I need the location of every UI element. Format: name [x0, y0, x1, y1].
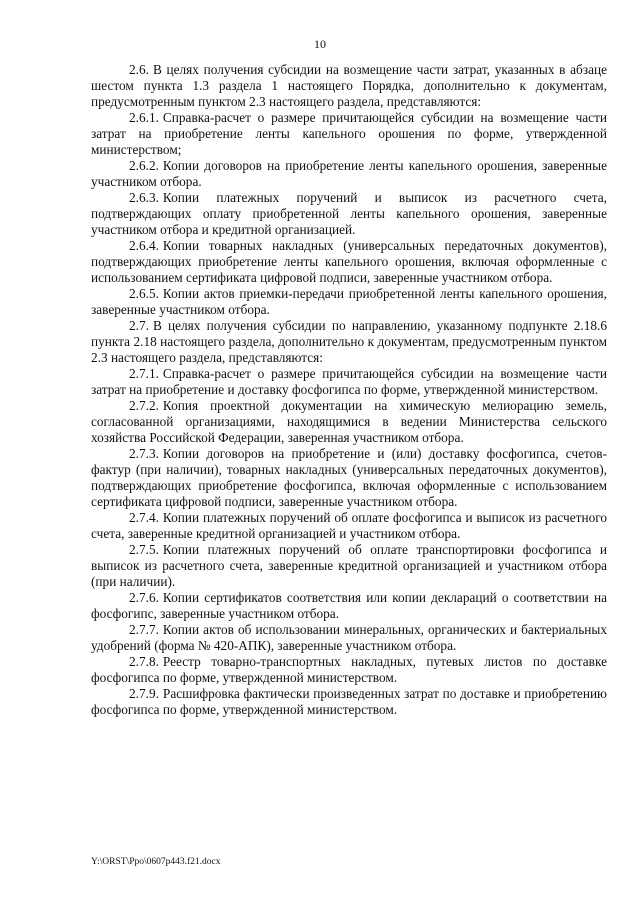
paragraph-text: Копии договоров на приобретение и (или) доставку фосфогипса, счетов-фактур (при наличии), товарных накладных (универсальных передаточных документов), подтверждающих приобретение фосфогипса, включая оформленные с использованием сертификата цифровой подписи, заверенные участником отбора.: [91, 446, 607, 509]
paragraph-text: Копии сертификатов соответствия или копии деклараций о соответствии на фосфогипс, заверенные участником отбора.: [91, 590, 607, 621]
paragraph-text: Копия проектной документации на химическую мелиорацию земель, согласованной организациями, находящимися в ведении Министерства сельского хозяйства Российской Федерации, заверенная участником отбора.: [91, 398, 607, 445]
paragraph-number: 2.7.9.: [129, 686, 159, 701]
paragraph-number: 2.6.1.: [129, 110, 159, 125]
paragraph-number: 2.7.6.: [129, 590, 159, 605]
paragraph-2-7-1: [91, 366, 607, 398]
paragraph-2-6-1: [91, 110, 607, 158]
paragraph-2-7-9: [91, 686, 607, 718]
footer-file-path: Y:\ORST\Ppo\0607p443.f21.docx: [91, 857, 221, 867]
paragraph-text: Реестр товарно-транспортных накладных, путевых листов по доставке фосфогипса по форме, утвержденной министерством.: [91, 654, 607, 685]
paragraph-number: 2.6.4.: [129, 238, 159, 253]
paragraph-number: 2.6.5.: [129, 286, 159, 301]
paragraph-2-7-5: [91, 542, 607, 590]
paragraph-number: 2.7.1.: [129, 366, 159, 381]
paragraph-2-6-4: [91, 238, 607, 286]
paragraph-2-6: [91, 62, 607, 110]
paragraph-2-7-2: [91, 398, 607, 446]
paragraph-2-7-7: [91, 622, 607, 654]
paragraph-text: Копии актов приемки-передачи приобретенной ленты капельного орошения, заверенные участником отбора.: [91, 286, 607, 317]
paragraph-2-6-5: [91, 286, 607, 318]
paragraph-text: Расшифровка фактически произведенных затрат по доставке и приобретению фосфогипса по форме, утвержденной министерством.: [91, 686, 607, 717]
paragraph-2-6-3: [91, 190, 607, 238]
paragraph-2-6-2: [91, 158, 607, 190]
paragraph-text: В целях получения субсидии на возмещение части затрат, указанных в абзаце шестом пункта 1.3 раздела 1 настоящего Порядка, дополнительно к документам, предусмотренным пунктом 2.3 настоящего раздела, представляются:: [91, 62, 607, 109]
paragraph-2-7-8: [91, 654, 607, 686]
paragraph-number: 2.7.4.: [129, 510, 159, 525]
paragraph-number: 2.7.: [129, 318, 149, 333]
paragraph-2-7: [91, 318, 607, 366]
paragraph-number: 2.7.2.: [129, 398, 159, 413]
paragraph-number: 2.7.5.: [129, 542, 159, 557]
paragraph-number: 2.6.: [129, 62, 149, 77]
paragraph-text: Копии платежных поручений об оплате фосфогипса и выписок из расчетного счета, заверенные кредитной организацией и участником отбора.: [91, 510, 607, 541]
paragraph-2-7-4: [91, 510, 607, 542]
paragraph-2-7-6: [91, 590, 607, 622]
document-body: [91, 62, 607, 718]
paragraph-number: 2.7.8.: [129, 654, 159, 669]
paragraph-number: 2.7.3.: [129, 446, 159, 461]
paragraph-text: В целях получения субсидии по направлению, указанному подпункте 2.18.6 пункта 2.18 настоящего раздела, дополнительно к документам, предусмотренным пунктом 2.3 настоящего раздела, представляются:: [91, 318, 607, 365]
paragraph-text: Копии платежных поручений об оплате транспортировки фосфогипса и выписок из расчетного счета, заверенные кредитной организацией и участником отбора (при наличии).: [91, 542, 607, 589]
paragraph-text: Копии платежных поручений и выписок из расчетного счета, подтверждающих оплату приобретенной ленты капельного орошения, заверенные участником отбора и кредитной организацией.: [91, 190, 607, 237]
paragraph-number: 2.7.7.: [129, 622, 159, 637]
paragraph-number: 2.6.3.: [129, 190, 159, 205]
paragraph-text: Копии договоров на приобретение ленты капельного орошения, заверенные участником отбора.: [91, 158, 607, 189]
page-number: 10: [314, 37, 326, 51]
paragraph-number: 2.6.2.: [129, 158, 159, 173]
paragraph-text: Справка-расчет о размере причитающейся субсидии на возмещение части затрат на приобретение и доставку фосфогипса по форме, утвержденной министерством.: [91, 366, 607, 397]
paragraph-text: Копии актов об использовании минеральных, органических и бактериальных удобрений (форма № 420-АПК), заверенные участником отбора.: [91, 622, 607, 653]
paragraph-text: Копии товарных накладных (универсальных передаточных документов), подтверждающих приобретение ленты капельного орошения, включая оформленные с использованием сертификата цифровой подписи, заверенные участником отбора.: [91, 238, 607, 285]
paragraph-2-7-3: [91, 446, 607, 510]
paragraph-text: Справка-расчет о размере причитающейся субсидии на возмещение части затрат на приобретение ленты капельного орошения по форме, утвержденной министерством;: [91, 110, 607, 157]
